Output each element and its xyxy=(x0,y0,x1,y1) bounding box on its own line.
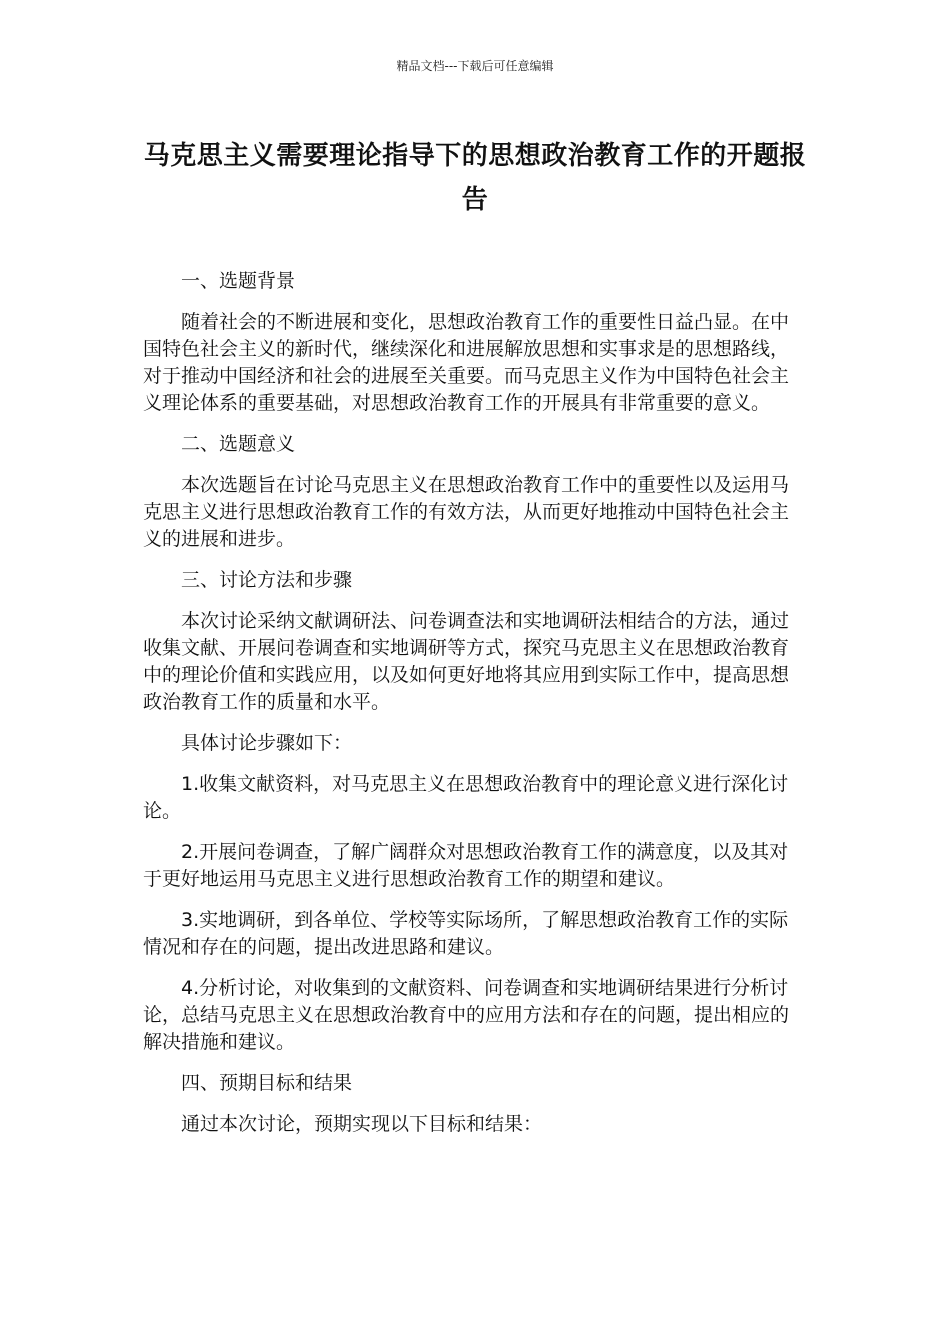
section-heading-goals: 四、预期目标和结果 xyxy=(181,1072,353,1094)
document-title: 马克思主义需要理论指导下的思想政治教育工作的开题报告 xyxy=(143,141,807,215)
step-item-3: 3.实地调研，到各单位、学校等实际场所，了解思想政治教育工作的实际情况和存在的问题，提出改进思路和建议。 xyxy=(143,909,789,958)
section-heading-methods: 三、讨论方法和步骤 xyxy=(181,569,353,591)
step-item-4: 4.分析讨论，对收集到的文献资料、问卷调查和实地调研结果进行分析讨论，总结马克思主义在思想政治教育中的应用方法和存在的问题，提出相应的解决措施和建议。 xyxy=(143,977,790,1053)
section-heading-background: 一、选题背景 xyxy=(181,270,296,292)
step-item-1: 1.收集文献资料，对马克思主义在思想政治教育中的理论意义进行深化讨论。 xyxy=(143,773,789,822)
section-heading-significance: 二、选题意义 xyxy=(181,433,296,455)
paragraph-methods: 本次讨论采纳文献调研法、问卷调查法和实地调研法相结合的方法，通过收集文献、开展问卷调查和实地调研等方式，探究马克思主义在思想政治教育中的理论价值和实践应用，以及如何更好地将其应用到实际工作中，提高思想政治教育工作的质量和水平。 xyxy=(143,610,790,713)
paragraph-significance: 本次选题旨在讨论马克思主义在思想政治教育工作中的重要性以及运用马克思主义进行思想政治教育工作的有效方法，从而更好地推动中国特色社会主义的进展和进步。 xyxy=(143,474,790,550)
paragraph-steps-intro: 具体讨论步骤如下： xyxy=(181,732,353,754)
paragraph-goals: 通过本次讨论，预期实现以下目标和结果： xyxy=(181,1113,543,1135)
page-header: 精品文档---下载后可任意编辑 xyxy=(396,59,554,73)
paragraph-background: 随着社会的不断进展和变化，思想政治教育工作的重要性日益凸显。在中国特色社会主义的新时代，继续深化和进展解放思想和实事求是的思想路线，对于推动中国经济和社会的进展至关重要。而马克思主义作为中国特色社会主义理论体系的重要基础，对思想政治教育工作的开展具有非常重要的意义。 xyxy=(143,311,790,414)
step-item-2: 2.开展问卷调查，了解广阔群众对思想政治教育工作的满意度，以及其对于更好地运用马克思主义进行思想政治教育工作的期望和建议。 xyxy=(143,841,789,890)
document-body xyxy=(143,268,803,1152)
